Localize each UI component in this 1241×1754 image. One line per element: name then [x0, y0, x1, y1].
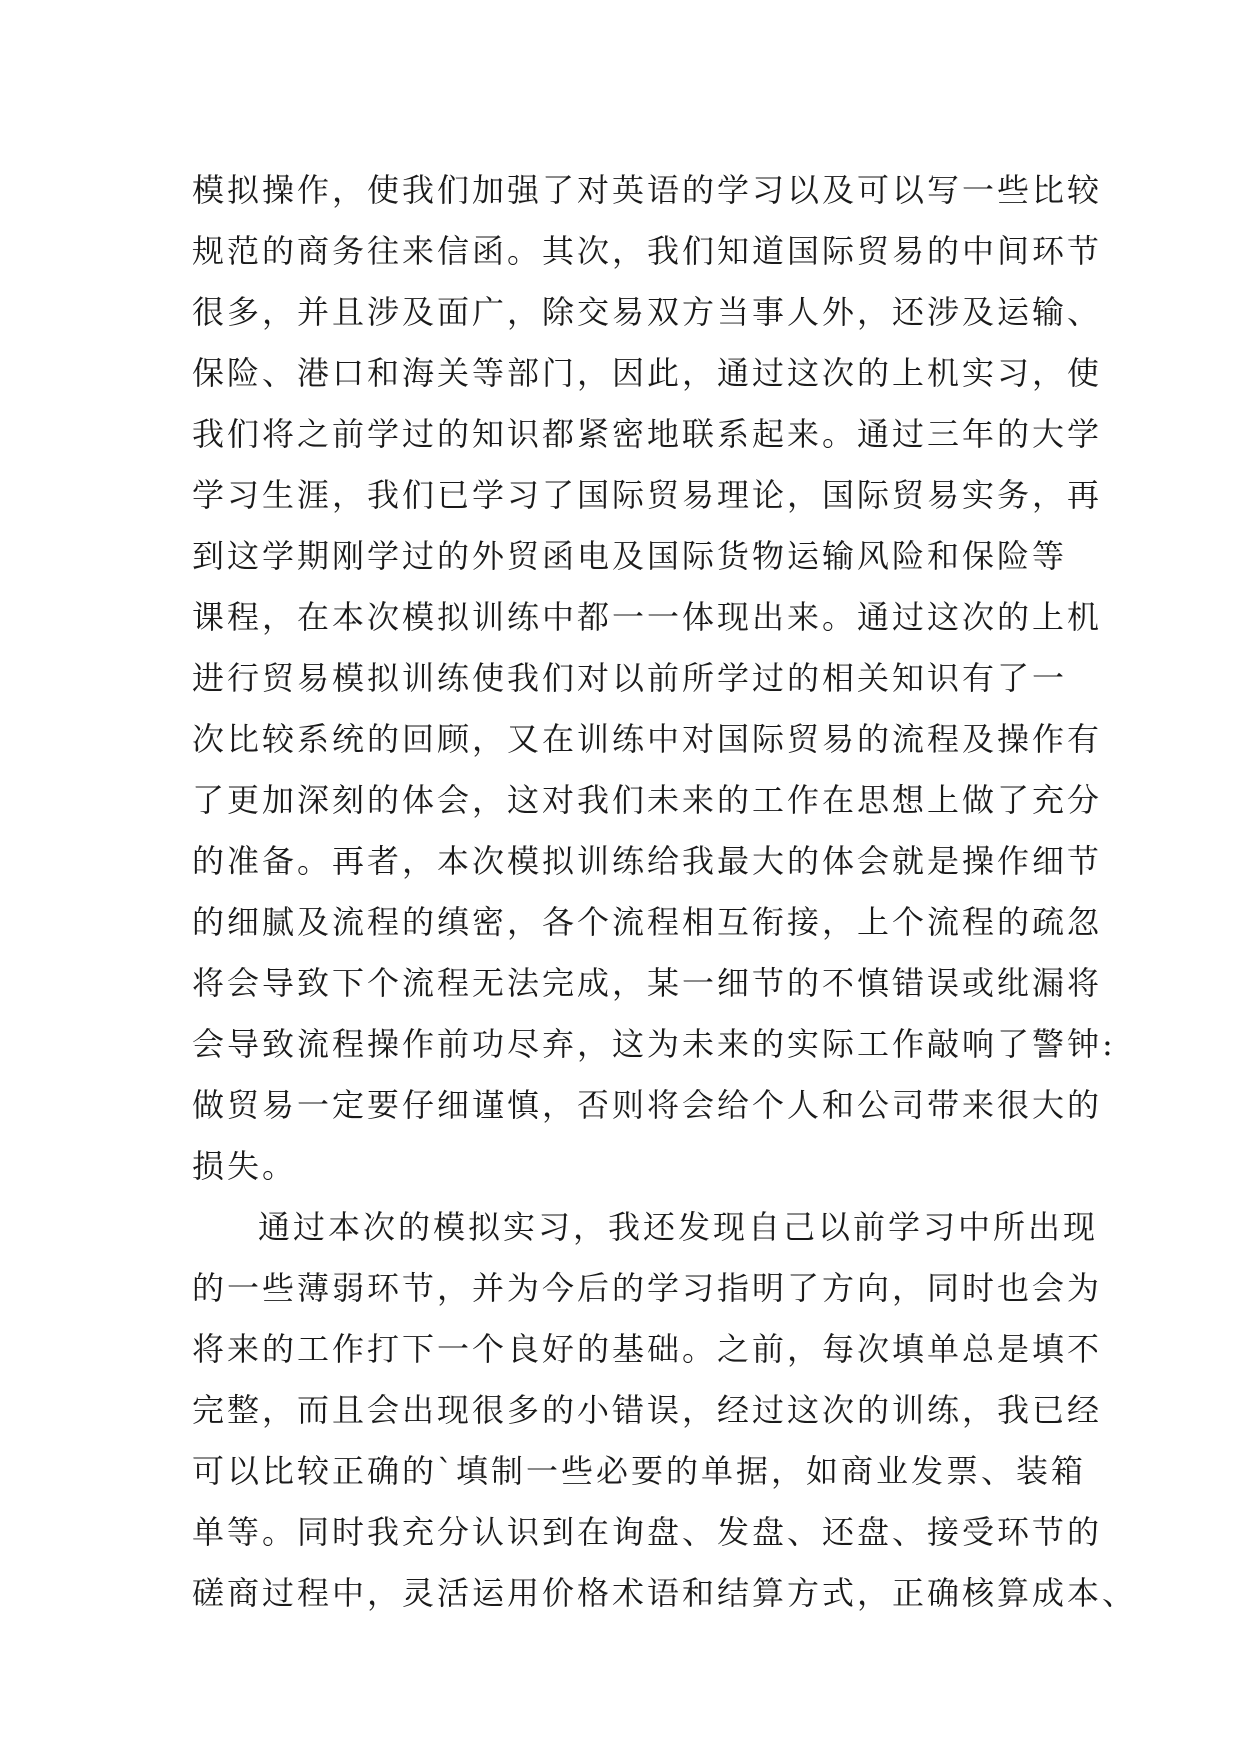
text-line: 次比较系统的回顾，又在训练中对国际贸易的流程及操作有: [192, 720, 1103, 758]
text-line: 模拟操作，使我们加强了对英语的学习以及可以写一些比较: [192, 171, 1103, 209]
text-line: 规范的商务往来信函。其次，我们知道国际贸易的中间环节: [192, 232, 1103, 270]
text-line: 的准备。再者，本次模拟训练给我最大的体会就是操作细节: [192, 842, 1103, 880]
text-line: 将会导致下个流程无法完成，某一细节的不慎错误或纰漏将: [192, 964, 1103, 1002]
text-line: 学习生涯，我们已学习了国际贸易理论，国际贸易实务，再: [192, 476, 1103, 514]
text-line: 了更加深刻的体会，这对我们未来的工作在思想上做了充分: [192, 781, 1103, 819]
text-line: 做贸易一定要仔细谨慎，否则将会给个人和公司带来很大的: [192, 1086, 1103, 1124]
paragraph-1: [192, 160, 1116, 1197]
text-line: 将来的工作打下一个良好的基础。之前，每次填单总是填不: [192, 1330, 1103, 1368]
text-line: 磋商过程中，灵活运用价格术语和结算方式，正确核算成本、: [192, 1574, 1138, 1612]
text-line: 会导致流程操作前功尽弃，这为未来的实际工作敲响了警钟:: [192, 1025, 1116, 1063]
text-line: 单等。同时我充分认识到在询盘、发盘、还盘、接受环节的: [192, 1513, 1103, 1551]
text-line: 损失。: [192, 1147, 298, 1185]
text-line: 保险、港口和海关等部门，因此，通过这次的上机实习，使: [192, 354, 1103, 392]
text-line: 到这学期刚学过的外贸函电及国际货物运输风险和保险等: [192, 537, 1068, 575]
text-line: 完整，而且会出现很多的小错误，经过这次的训练，我已经: [192, 1391, 1103, 1429]
text-line: 可以比较正确的`填制一些必要的单据，如商业发票、装箱: [192, 1452, 1087, 1490]
text-line: 课程，在本次模拟训练中都一一体现出来。通过这次的上机: [192, 598, 1103, 636]
text-line: 通过本次的模拟实习，我还发现自己以前学习中所出现: [258, 1208, 1099, 1246]
text-line: 进行贸易模拟训练使我们对以前所学过的相关知识有了一: [192, 659, 1068, 697]
text-line: 的细腻及流程的缜密，各个流程相互衔接，上个流程的疏忽: [192, 903, 1103, 941]
text-line: 的一些薄弱环节，并为今后的学习指明了方向，同时也会为: [192, 1269, 1103, 1307]
paragraph-2: [192, 1197, 1138, 1624]
document-body: [192, 160, 1138, 1624]
text-line: 我们将之前学过的知识都紧密地联系起来。通过三年的大学: [192, 415, 1103, 453]
text-line: 很多，并且涉及面广，除交易双方当事人外，还涉及运输、: [192, 293, 1103, 331]
